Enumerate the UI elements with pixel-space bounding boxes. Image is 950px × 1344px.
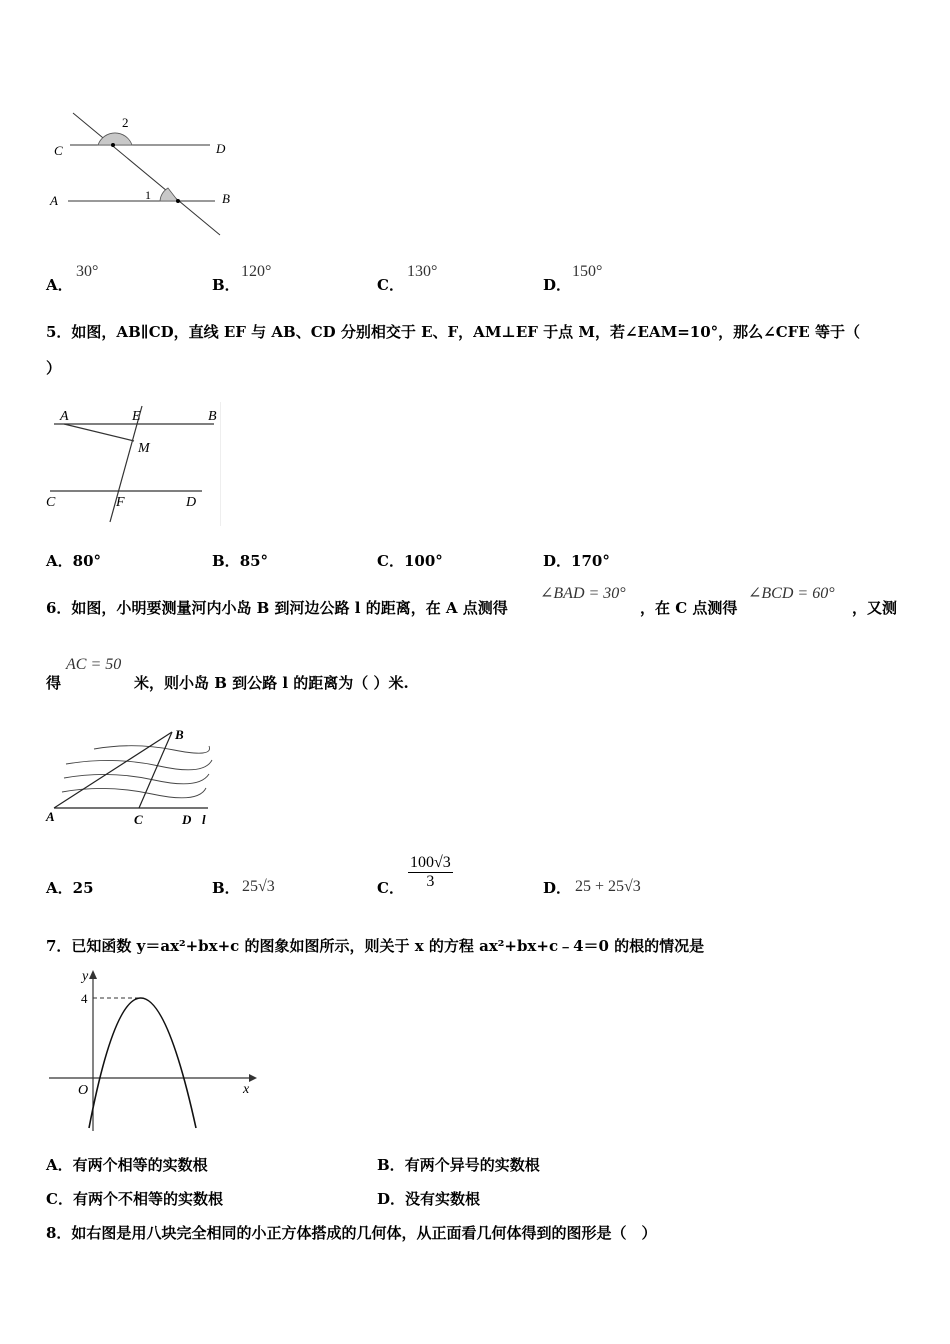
q5-option-a: A．80° [46,552,102,570]
q7-label-O: O [78,1083,89,1098]
q5-label-C: C [46,495,56,510]
q5-option-c: C．100° [377,552,443,570]
q6-option-d-value: 25 + 25√3 [575,878,641,895]
q4-option-d: D． [543,276,572,294]
q6-label-B: B [175,727,184,742]
q4-figure [40,108,250,243]
q6-stem-part5: 米，则小岛 B 到公路 l 的距离为（ ）米. [134,674,409,692]
q6-label-l: l [202,812,206,827]
q6-option-c-denominator: 3 [426,873,435,890]
q5-label-D: D [186,495,197,510]
q7-label-y: y [82,969,89,984]
q4-option-c-value: 130° [407,263,438,280]
q4-option-a: A． [46,276,73,294]
q7-option-d: D．没有实数根 [377,1190,481,1208]
q5-figure [42,400,227,528]
q5-label-F: F [116,495,125,510]
q4-label-B: B [222,191,230,206]
q6-label-D: D [182,812,192,827]
q6-expr-bad: ∠BAD = 30° [540,585,626,602]
q6-stem-part2: ，在 C 点测得 [640,599,738,617]
q4-label-angle2: 2 [122,115,129,130]
q5-option-b: B．85° [212,552,269,570]
q7-label-4: 4 [81,991,88,1006]
q6-label-C: C [134,812,143,827]
q4-label-D: D [216,141,226,156]
q7-option-b: B．有两个异号的实数根 [377,1156,540,1174]
q4-option-d-value: 150° [572,263,603,280]
q6-stem-part1: 6．如图，小明要测量河内小岛 B 到河边公路 l 的距离，在 A 点测得 [46,599,508,617]
q5-label-M: M [138,441,150,456]
q5-label-B: B [208,409,217,424]
q6-figure [44,724,224,830]
q5-label-E: E [132,409,141,424]
q7-label-x: x [243,1082,250,1097]
q6-option-c: C． [377,879,404,897]
q6-expr-ac: AC = 50 [66,656,122,673]
q4-label-angle1: 1 [145,188,151,202]
q6-option-c-numerator: 100√3 [410,854,451,871]
q6-option-c-fraction [408,854,453,891]
q8-stem: 8．如右图是用八块完全相同的小正方体搭成的几何体，从正面看几何体得到的图形是（ ） [46,1224,657,1242]
q4-option-a-value: 30° [76,263,99,280]
q7-option-a: A．有两个相等的实数根 [46,1156,208,1174]
q6-option-a: A．25 [46,879,94,897]
q5-option-d: D．170° [543,552,610,570]
q6-stem-part3: ，又测 [852,599,898,617]
q4-option-b-value: 120° [241,263,272,280]
q7-stem: 7．已知函数 y＝ax²+bx+c 的图象如图所示，则关于 x 的方程 ax²+bx+c﹣4＝0 的根的情况是 [46,937,705,955]
q6-label-A: A [46,809,55,824]
q7-figure [44,966,259,1136]
q4-option-c: C． [377,276,404,294]
q6-stem-part4: 得 [46,674,62,692]
q5-label-A: A [60,409,69,424]
q5-stem: 5．如图，AB∥CD，直线 EF 与 AB、CD 分别相交于 E、F，AM⊥EF 于点 M，若∠EAM=10°，那么∠CFE 等于（ [46,323,860,341]
q5-stem-close: ） [46,359,62,377]
q7-option-c: C．有两个不相等的实数根 [46,1190,223,1208]
q4-label-A: A [50,193,58,208]
q4-option-b: B． [212,276,240,294]
q6-option-d: D． [543,879,572,897]
q6-option-b-value: 25√3 [242,878,275,895]
q6-expr-bcd: ∠BCD = 60° [748,585,835,602]
q6-option-b: B． [212,879,240,897]
q4-label-C: C [54,143,63,158]
